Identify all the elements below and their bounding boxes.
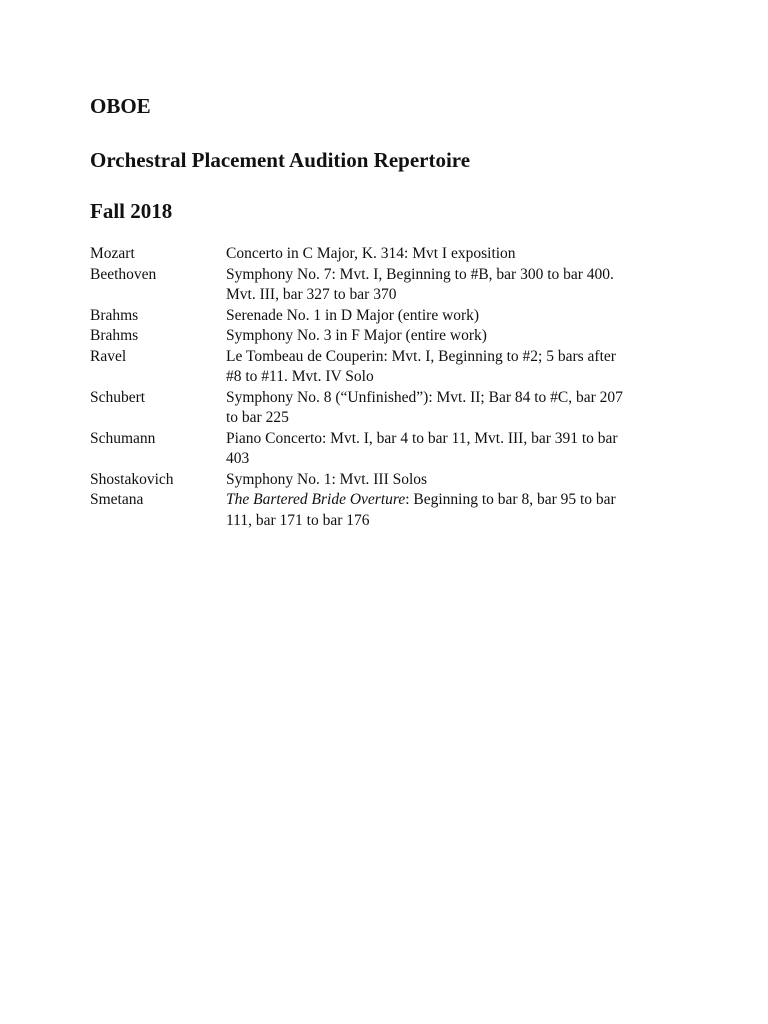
composer-name: Brahms: [90, 327, 139, 344]
repertoire-row: [90, 388, 650, 429]
repertoire-row: [90, 429, 650, 470]
repertoire-row: [90, 490, 650, 531]
work-description: [226, 429, 626, 470]
composer-name: Schumann: [90, 429, 156, 447]
repertoire-row: [90, 326, 650, 347]
work-text: Piano Concerto: Mvt. I, bar 4 to bar 11, Mvt. III, bar 391 to bar 403: [226, 429, 618, 467]
term-heading: Fall 2018: [90, 199, 173, 223]
composer-name: Mozart: [90, 245, 135, 262]
work-text: Symphony No. 3 in F Major (entire work): [226, 327, 487, 344]
repertoire-list: [90, 244, 650, 531]
work-text: Serenade No. 1 in D Major (entire work): [226, 306, 480, 324]
repertoire-row: [90, 306, 650, 327]
composer-name: Beethoven: [90, 265, 157, 283]
work-description: [226, 265, 626, 306]
composer-name: Brahms: [90, 306, 139, 324]
work-description: [226, 470, 626, 491]
composer-name: Shostakovich: [90, 470, 174, 488]
composer-name: Smetana: [90, 491, 144, 508]
repertoire-row: [90, 244, 650, 265]
work-description: [226, 306, 626, 327]
work-text: Concerto in C Major, K. 314: Mvt I exposition: [226, 245, 516, 262]
work-description: [226, 388, 626, 429]
composer-name: Ravel: [90, 347, 127, 365]
work-text: : Beginning to bar 8, bar 95 to bar 111, bar 171 to bar 176: [226, 491, 616, 529]
work-description: [226, 326, 626, 347]
work-title-italic: The Bartered Bride Overture: [226, 491, 406, 508]
work-text: Symphony No. 7: Mvt. I, Beginning to #B, bar 300 to bar 400. Mvt. III, bar 327 to bar 370: [226, 265, 614, 303]
composer-name: Schubert: [90, 388, 146, 406]
work-description: [226, 490, 626, 531]
repertoire-row: [90, 347, 650, 388]
work-text: Symphony No. 8 (“Unfinished”): Mvt. II; Bar 84 to #C, bar 207 to bar 225: [226, 388, 623, 426]
repertoire-row: [90, 265, 650, 306]
work-text: Symphony No. 1: Mvt. III Solos: [226, 470, 428, 488]
work-text: Le Tombeau de Couperin: Mvt. I, Beginning to #2; 5 bars after #8 to #11. Mvt. IV Solo: [226, 347, 616, 385]
work-description: [226, 244, 626, 265]
work-description: [226, 347, 626, 388]
repertoire-row: [90, 470, 650, 491]
document-title: Orchestral Placement Audition Repertoire: [90, 148, 471, 172]
instrument-heading: OBOE: [90, 94, 151, 118]
